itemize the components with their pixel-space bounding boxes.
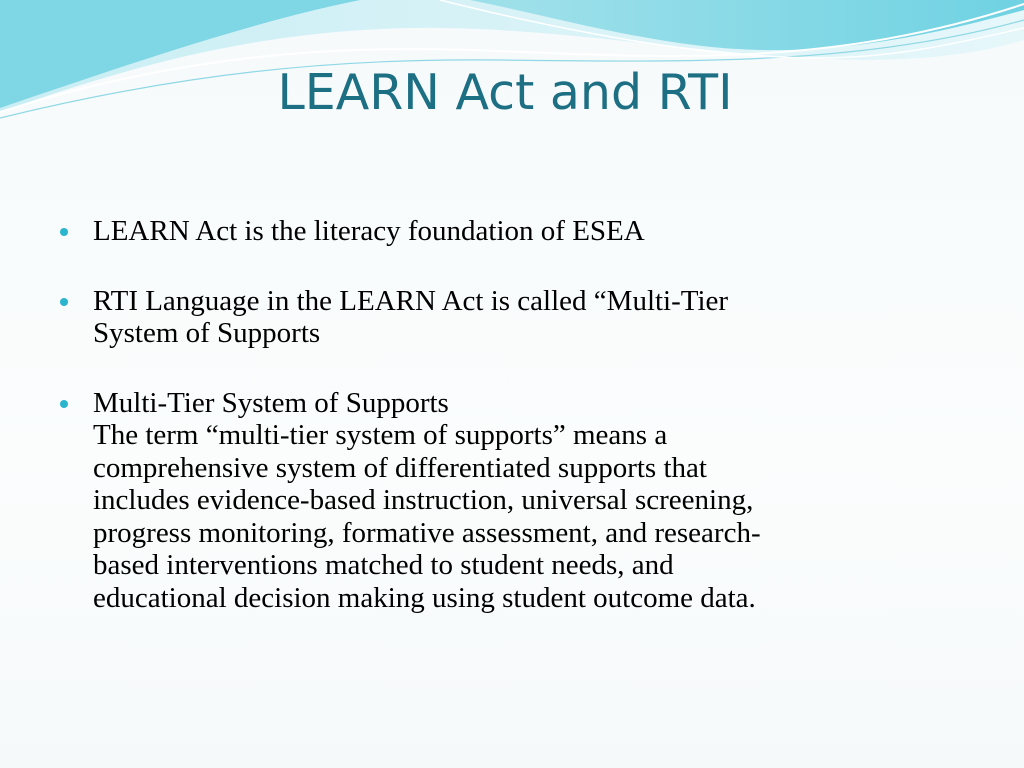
bullet-item: [60, 285, 960, 350]
bullet-text-line: The term “multi-tier system of supports” means a: [93, 419, 668, 451]
slide-title: LEARN Act and RTI: [277, 64, 733, 121]
bullet-text-line: comprehensive system of differentiated supports that: [93, 451, 707, 484]
bullet-text-line: RTI Language in the LEARN Act is called “Multi-Tier: [93, 284, 729, 317]
bullet-text-line: educational decision making using student outcome data.: [93, 581, 756, 614]
bullet-list: [60, 215, 960, 651]
bullet-text-line: includes evidence-based instruction, universal screening,: [93, 484, 754, 516]
bullet-dot-icon: [60, 298, 68, 306]
bullet-text-line: progress monitoring, formative assessment, and research-: [93, 516, 761, 549]
bullet-dot-icon: [60, 400, 68, 408]
bullet-item: [60, 215, 960, 248]
bullet-dot-icon: [60, 228, 68, 236]
bullet-heading-line: Multi-Tier System of Supports: [93, 386, 449, 419]
bullet-text-line: based interventions matched to student needs, and: [93, 549, 674, 581]
bullet-item: [60, 387, 960, 615]
bullet-text-line: System of Supports: [93, 317, 321, 349]
bullet-text-line: LEARN Act is the literacy foundation of ESEA: [93, 215, 645, 247]
